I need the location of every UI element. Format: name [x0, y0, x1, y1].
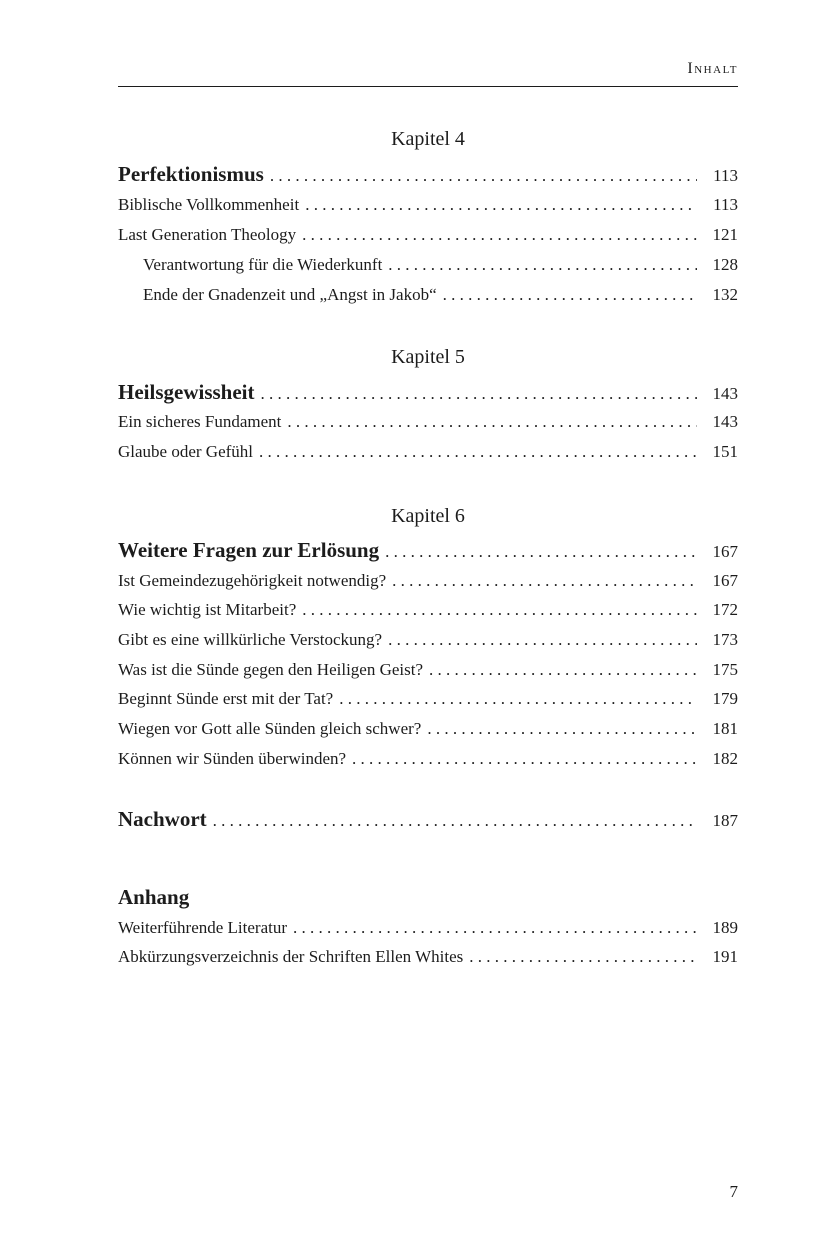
- toc-entry-title: Nachwort: [118, 807, 207, 831]
- toc-entry[interactable]: [118, 441, 738, 463]
- leader-dots: [305, 194, 697, 216]
- toc-entry[interactable]: [118, 748, 738, 770]
- toc-entry-page: 187: [712, 811, 738, 830]
- toc-entry-page: 189: [712, 918, 738, 937]
- toc-entry[interactable]: [118, 917, 738, 939]
- running-head: Inhalt: [687, 60, 738, 77]
- toc-entry-title: Biblische Vollkommenheit: [118, 195, 300, 214]
- toc-entry-title: Abkürzungsverzeichnis der Schriften Ellen Whites: [118, 947, 464, 966]
- chapter-label: Kapitel 5: [391, 346, 465, 368]
- toc-entry-page: 113: [713, 166, 738, 185]
- chapter-label: Kapitel 4: [391, 128, 465, 150]
- leader-dots: [427, 718, 697, 740]
- toc-entry[interactable]: [118, 599, 738, 621]
- toc-entry-page: 167: [712, 571, 738, 590]
- toc-entry[interactable]: [118, 718, 738, 740]
- toc-chapter-title[interactable]: [118, 379, 738, 407]
- toc-entry-title: Ein sicheres Fundament: [118, 412, 282, 431]
- leader-dots: [287, 411, 697, 433]
- toc-entry-title: Heilsgewissheit: [118, 380, 255, 404]
- anhang-heading: Anhang: [118, 885, 190, 909]
- toc-entry[interactable]: [118, 629, 738, 651]
- toc-chapter-title[interactable]: [118, 161, 738, 189]
- toc-entry-page: 143: [712, 384, 738, 403]
- toc-entry-title: Verantwortung für die Wiederkunft: [143, 255, 383, 274]
- leader-dots: [388, 254, 697, 276]
- toc-entry[interactable]: [118, 411, 738, 433]
- toc-entry-title: Weiterführende Literatur: [118, 918, 288, 937]
- toc-entry-page: 182: [712, 749, 738, 768]
- leader-dots: [213, 808, 697, 834]
- toc-nachwort[interactable]: [118, 806, 738, 834]
- leader-dots: [302, 224, 697, 246]
- leader-dots: [270, 163, 697, 189]
- toc-entry-page: 172: [712, 600, 738, 619]
- toc-entry-title: Wiegen vor Gott alle Sünden gleich schwer?: [118, 719, 422, 738]
- toc-entry-page: 113: [713, 195, 738, 214]
- leader-dots: [339, 688, 697, 710]
- toc-entry[interactable]: [118, 194, 738, 216]
- toc-entry-title: Ende der Gnadenzeit und „Angst in Jakob“: [143, 285, 437, 304]
- toc-entry-page: 151: [712, 442, 738, 461]
- leader-dots: [392, 570, 697, 592]
- leader-dots: [388, 629, 697, 651]
- toc-entry-title: Gibt es eine willkürliche Verstockung?: [118, 630, 383, 649]
- toc-entry-page: 132: [712, 285, 738, 304]
- toc-entry-page: 179: [712, 689, 738, 708]
- toc-entry[interactable]: [118, 570, 738, 592]
- leader-dots: [385, 539, 697, 565]
- toc-entry-page: 175: [712, 660, 738, 679]
- toc-entry-page: 181: [712, 719, 738, 738]
- toc-entry-page: 173: [712, 630, 738, 649]
- toc-entry-title: Was ist die Sünde gegen den Heiligen Geist?: [118, 660, 424, 679]
- leader-dots: [352, 748, 697, 770]
- toc-entry-page: 167: [712, 542, 738, 561]
- toc-subentry[interactable]: [118, 284, 738, 306]
- toc-entry-title: Wie wichtig ist Mitarbeit?: [118, 600, 297, 619]
- leader-dots: [259, 441, 697, 463]
- toc-entry-title: Beginnt Sünde erst mit der Tat?: [118, 689, 334, 708]
- toc-entry[interactable]: [118, 224, 738, 246]
- leader-dots: [261, 381, 698, 407]
- toc-entry-title: Ist Gemeindezugehörigkeit notwendig?: [118, 571, 387, 590]
- leader-dots: [443, 284, 697, 306]
- toc-entry-title: Glaube oder Gefühl: [118, 442, 254, 461]
- leader-dots: [469, 946, 697, 968]
- toc-entry-title: Können wir Sünden überwinden?: [118, 749, 347, 768]
- toc-chapter-title[interactable]: [118, 537, 738, 565]
- toc-entry-page: 128: [712, 255, 738, 274]
- header-rule: [118, 86, 738, 87]
- toc-entry[interactable]: [118, 659, 738, 681]
- toc-subentry[interactable]: [118, 254, 738, 276]
- toc-entry-page: 143: [712, 412, 738, 431]
- leader-dots: [429, 659, 697, 681]
- toc-entry-title: Last Generation Theology: [118, 225, 297, 244]
- toc-entry-title: Perfektionismus: [118, 162, 264, 186]
- toc-entry-page: 121: [712, 225, 738, 244]
- leader-dots: [302, 599, 697, 621]
- toc-entry[interactable]: [118, 946, 738, 968]
- toc-entry-page: 191: [712, 947, 738, 966]
- toc-entry[interactable]: [118, 688, 738, 710]
- leader-dots: [293, 917, 697, 939]
- chapter-label: Kapitel 6: [391, 505, 465, 527]
- page-number: 7: [729, 1182, 738, 1201]
- toc-entry-title: Weitere Fragen zur Erlösung: [118, 538, 380, 562]
